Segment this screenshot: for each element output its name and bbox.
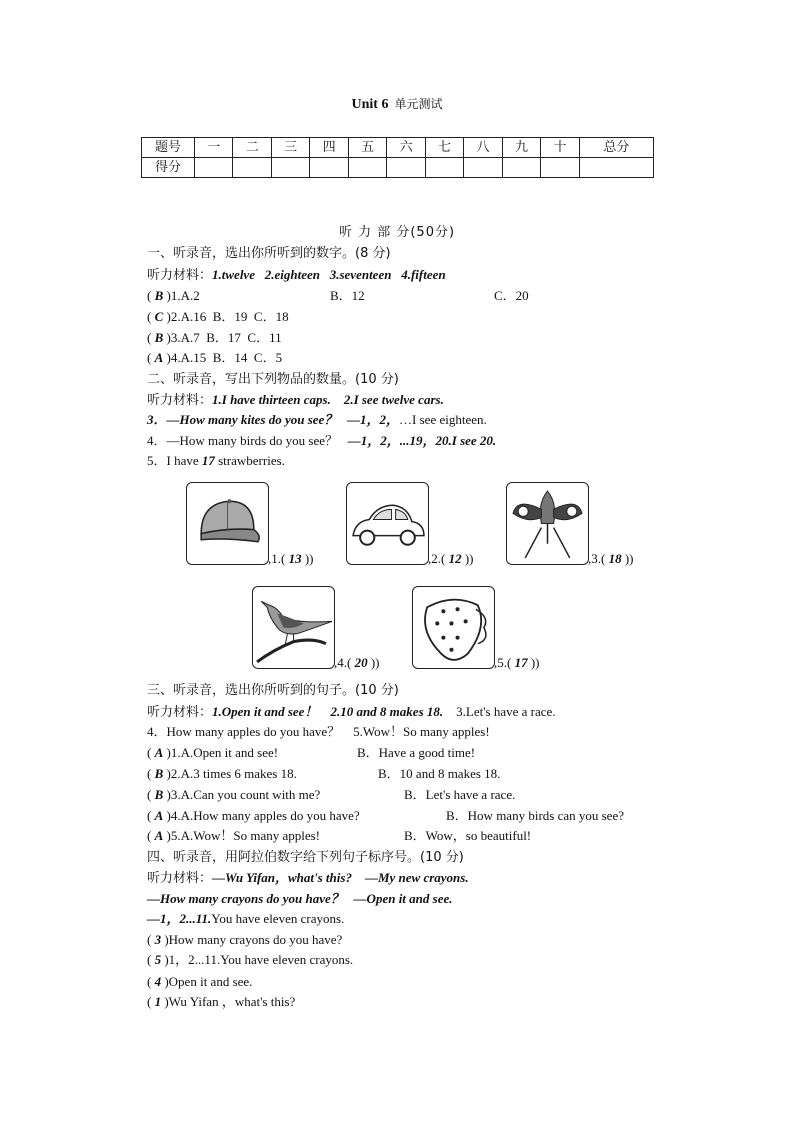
picture-answer-label: ,5.( 17 )) — [494, 655, 540, 670]
answer-text: A — [154, 350, 164, 365]
score-header-cell: 九 — [502, 138, 540, 158]
answer-text: —Wu Yifan，what's this? —My new crayons. — [212, 870, 469, 885]
page-title — [0, 95, 794, 114]
answer-text: —1，2，...19，20.I see 20. — [347, 433, 497, 448]
answer-text: B — [154, 766, 164, 781]
option-b — [494, 287, 529, 305]
picture-number: 2 — [431, 551, 438, 566]
line-text: …I see eighteen. — [399, 412, 487, 427]
score-header-cell: 四 — [310, 138, 348, 158]
line-text: )3.A.Can you count with me? — [163, 787, 321, 802]
line-text: )1.A.2 — [163, 288, 200, 303]
score-cell[interactable] — [233, 158, 271, 178]
picture-number: 5 — [497, 655, 504, 670]
text-line — [147, 931, 342, 949]
text-line — [147, 308, 289, 326]
picture-answer-label: ,2.( 12 )) — [428, 551, 474, 566]
text-line — [147, 951, 353, 969]
line-text: )Open it and see. — [161, 974, 253, 989]
text-line — [147, 432, 496, 450]
text-line — [147, 287, 200, 305]
picture-number: 3 — [591, 551, 598, 566]
score-row-label: 得分 — [142, 158, 195, 178]
score-cell[interactable] — [310, 158, 348, 178]
line-text: B．How many birds can you see? — [446, 808, 624, 823]
picture-answer-label: ,4.( 20 )) — [334, 655, 380, 670]
line-text: ( — [147, 828, 155, 843]
picture-answer: 13 — [288, 551, 302, 566]
line-text: B．Have a good time! — [357, 745, 476, 760]
car-icon — [346, 482, 429, 565]
line-text: )2.A.16 B．19 C．18 — [163, 309, 289, 324]
text-line — [147, 370, 399, 389]
score-cell[interactable] — [195, 158, 233, 178]
line-text: ( — [147, 766, 155, 781]
line-text: )How many crayons do you have? — [161, 932, 343, 947]
line-text: )1.A.Open it and see! — [163, 745, 279, 760]
option-b — [404, 786, 515, 804]
score-header-cell: 三 — [271, 138, 309, 158]
text-line — [147, 786, 320, 804]
answer-text: 5 — [154, 952, 162, 967]
line-text: 听力材料： — [147, 871, 213, 886]
score-cell[interactable] — [502, 158, 540, 178]
answer-text: B — [154, 288, 164, 303]
line-text: ( — [147, 994, 155, 1009]
answer-text: C — [154, 309, 164, 324]
score-header-cell: 十 — [541, 138, 579, 158]
line-text: C．20 — [494, 288, 529, 303]
score-cell[interactable] — [387, 158, 425, 178]
line-text: 4．How many apples do you have？ 5.Wow！So many apples! — [147, 724, 490, 739]
line-text: )4.A.How many apples do you have? — [163, 808, 360, 823]
answer-text: 1.Open it and see！ 2.10 and 8 makes 18. — [212, 704, 444, 719]
line-text: B．12 — [330, 288, 365, 303]
option-b — [378, 765, 500, 783]
text-line — [147, 391, 444, 410]
answer-text: B — [154, 330, 164, 345]
score-header-cell: 一 — [195, 138, 233, 158]
option-b — [446, 807, 624, 825]
score-cell[interactable] — [348, 158, 386, 178]
line-text: 听力材料： — [147, 268, 213, 283]
text-line — [147, 869, 469, 888]
score-cell[interactable] — [541, 158, 579, 178]
line-text: You have eleven crayons. — [211, 911, 345, 926]
answer-text: —1，2...11. — [147, 911, 212, 926]
line-text: )2.A.3 times 6 makes 18. — [163, 766, 297, 781]
line-text: 3.Let's have a race. — [443, 704, 556, 719]
text-line — [147, 993, 295, 1011]
text-line — [147, 827, 320, 845]
text-line — [147, 765, 297, 783]
text-line — [147, 681, 399, 700]
picture-answer: 17 — [514, 655, 528, 670]
option-b — [404, 827, 531, 845]
line-text: 听力材料： — [147, 705, 213, 720]
line-text: 一、听录音，选出你所听到的数字。(8 分) — [147, 246, 391, 261]
line-text: ( — [147, 952, 155, 967]
text-line — [147, 807, 360, 825]
score-header-cell: 六 — [387, 138, 425, 158]
line-text: 三、听录音，选出你所听到的句子。(10 分) — [147, 683, 399, 698]
answer-text: 1.I have thirteen caps. 2.I see twelve cars. — [212, 392, 444, 407]
text-line — [147, 910, 344, 928]
text-line — [147, 266, 446, 285]
picture-answer: 12 — [448, 551, 462, 566]
line-text: )1，2...11.You have eleven crayons. — [161, 952, 354, 967]
option-b — [330, 287, 365, 305]
score-header-cell: 总分 — [579, 138, 653, 158]
picture-answer: 18 — [608, 551, 622, 566]
strawberry-icon — [412, 586, 495, 669]
line-text: ( — [147, 330, 155, 345]
text-line — [147, 744, 278, 762]
text-line — [147, 890, 453, 908]
score-header-cell: 题号 — [142, 138, 195, 158]
picture-answer: 20 — [354, 655, 368, 670]
cap-icon — [186, 482, 269, 565]
title-cn: 单元测试 — [394, 97, 443, 111]
text-line — [147, 411, 487, 429]
score-header-row — [142, 138, 654, 158]
line-text: 5．I have — [147, 453, 202, 468]
line-text: B．Let's have a race. — [404, 787, 516, 802]
section-heading: 听 力 部 分(50分) — [338, 225, 456, 240]
text-line — [147, 973, 252, 991]
picture-answer-label: ,3.( 18 )) — [588, 551, 634, 566]
line-text: )Wu Yifan ，what's this? — [161, 994, 296, 1009]
score-cell[interactable] — [425, 158, 463, 178]
line-text: )5.A.Wow！So many apples! — [163, 828, 321, 843]
score-header-cell: 五 — [348, 138, 386, 158]
answer-text: 1 — [154, 994, 162, 1009]
score-row — [142, 158, 654, 178]
answer-text: 1.twelve 2.eighteen 3.seventeen 4.fifteen — [212, 267, 446, 282]
answer-text: 3 — [154, 932, 162, 947]
bird-icon — [252, 586, 335, 669]
score-cell[interactable] — [579, 158, 653, 178]
score-table — [141, 137, 654, 178]
line-text: ( — [147, 808, 155, 823]
line-text: 四、听录音，用阿拉伯数字给下列句子标序号。(10 分) — [147, 850, 464, 865]
picture-answer-label: ,1.( 13 )) — [268, 551, 314, 566]
line-text: ( — [147, 974, 155, 989]
answer-text: A — [154, 808, 164, 823]
answer-text: A — [154, 828, 164, 843]
line-text: ( — [147, 932, 155, 947]
line-text: ( — [147, 787, 155, 802]
score-header-cell: 八 — [464, 138, 502, 158]
answer-text: 17 — [201, 453, 215, 468]
line-text: B．10 and 8 makes 18. — [378, 766, 501, 781]
text-line — [147, 703, 556, 722]
title-unit: Unit 6 — [351, 97, 389, 112]
answer-text: —How many crayons do you have？ —Open it and see. — [147, 891, 453, 906]
option-b — [357, 744, 475, 762]
answer-text: 3．—How many kites do you see？ —1，2， — [147, 412, 400, 427]
line-text: 听力材料： — [147, 393, 213, 408]
text-line — [147, 349, 282, 367]
score-cell[interactable] — [464, 158, 502, 178]
picture-number: 4 — [337, 655, 344, 670]
line-text: B．Wow，so beautiful! — [404, 828, 532, 843]
text-line — [147, 723, 490, 741]
line-text: )3.A.7 B．17 C．11 — [163, 330, 282, 345]
line-text: ( — [147, 745, 155, 760]
line-text: 二、听录音，写出下列物品的数量。(10 分) — [147, 372, 399, 387]
answer-text: 4 — [154, 974, 162, 989]
line-text: )4.A.15 B．14 C．5 — [163, 350, 283, 365]
text-line — [147, 452, 285, 470]
line-text: ( — [147, 288, 155, 303]
line-text: 4．—How many birds do you see？ — [147, 433, 348, 448]
score-cell[interactable] — [271, 158, 309, 178]
line-text: ( — [147, 350, 155, 365]
kite-icon — [506, 482, 589, 565]
line-text: strawberries. — [214, 453, 285, 468]
answer-text: A — [154, 745, 164, 760]
score-header-cell: 七 — [425, 138, 463, 158]
text-line — [147, 329, 282, 347]
answer-text: B — [154, 787, 164, 802]
score-header-cell: 二 — [233, 138, 271, 158]
text-line — [147, 848, 464, 867]
text-line — [147, 244, 391, 263]
picture-number: 1 — [271, 551, 278, 566]
line-text: ( — [147, 309, 155, 324]
